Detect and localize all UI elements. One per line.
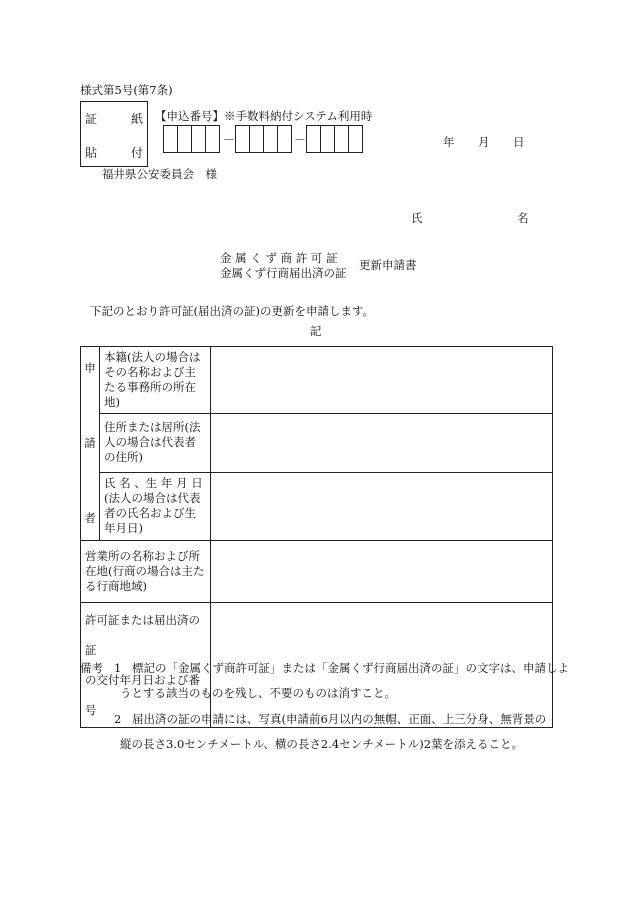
applicant-char-3: 者 [84,511,96,525]
digit-box[interactable] [349,125,363,153]
intro-text: 下記のとおり許可証(届出済の証)の更新を申請します。 [90,304,375,318]
table-row [81,541,553,603]
form-number: 様式第5号(第7条) [80,83,173,97]
table-row [81,347,553,414]
applicant-name-label-2: 名 [517,211,529,225]
digit-box[interactable] [163,125,178,153]
digit-box[interactable] [178,125,192,153]
note-2-line-1: 届出済の証の申請には、写真(申請前6月以内の無帽、正面、上三分身、無背景の [132,712,547,726]
stamp-box [80,101,148,167]
digit-box[interactable] [206,125,220,153]
digit-box[interactable] [321,125,335,153]
addressee: 福井県公安委員会 様 [102,167,217,181]
note-2-number: 2 [114,712,122,726]
applicant-name-label-1: 氏 [411,211,423,225]
note-2-line-2: 縦の長さ3.0センチメートル、横の長さ2.4センチメートル)2葉を添えること。 [120,737,524,751]
jusho-label: 住所または居所(法人の場合は代表者の住所) [100,414,211,472]
digit-box[interactable] [235,125,250,153]
title-suffix: 更新申請書 [359,258,417,272]
permit-label-line-2: の交付年月日および番号 [85,673,200,717]
jusho-field[interactable] [211,414,553,472]
digit-box[interactable] [264,125,278,153]
permit-label-line-1: 許可証または届出済の証 [85,613,200,657]
application-number-group-3[interactable] [306,125,363,151]
application-number-group-1[interactable] [163,125,220,151]
note-1-line-2: うとする該当のものを残し、不要のものは消すこと。 [120,686,396,700]
eigyosho-label: 営業所の名称および所在地(行商の場合は主たる行商地域) [81,541,211,603]
table-row [81,414,553,472]
ki-heading: 記 [310,324,322,338]
stamp-char-2: 紙 [130,112,143,126]
date-year: 年 [443,135,455,149]
application-number-note: ※手数料納付システム利用時 [224,109,373,123]
applicant-char-2: 請 [84,436,96,450]
number-separator-1: － [223,133,236,147]
title-line-1: 金 属 く ず 商 許 可 証 [220,251,338,265]
digit-box[interactable] [335,125,349,153]
stamp-char-3: 貼 [85,146,98,160]
table-row [81,472,553,540]
shimei-label: 氏 名 、生 年 月 日(法人の場合は代表者の氏名および生年月日) [100,472,211,540]
honseki-field[interactable] [211,347,553,414]
digit-box[interactable] [306,125,321,153]
applicant-vertical-label [81,347,100,541]
note-1-number: 1 [114,661,122,675]
applicant-char-1: 申 [84,361,96,375]
application-number-label: 【申込番号】 [155,109,224,123]
digit-box[interactable] [278,125,292,153]
eigyosho-field[interactable] [211,541,553,603]
date-day: 日 [513,135,525,149]
shimei-field[interactable] [211,472,553,540]
application-number-group-2[interactable] [235,125,292,151]
note-1-line-1: 標記の「金属くず商許可証」または「金属くず行商届出済の証」の文字は、申請しよ [132,661,569,675]
title-line-2: 金属くず行商届出済の証 [220,266,347,280]
digit-box[interactable] [250,125,264,153]
stamp-char-1: 証 [85,112,98,126]
number-separator-2: － [294,133,307,147]
notes-label: 備考 [80,661,103,675]
stamp-char-4: 付 [130,146,143,160]
date-month: 月 [478,135,490,149]
honseki-label: 本籍(法人の場合はその名称および主たる事務所の所在地) [100,347,211,414]
digit-box[interactable] [192,125,206,153]
application-number-heading [155,108,372,124]
